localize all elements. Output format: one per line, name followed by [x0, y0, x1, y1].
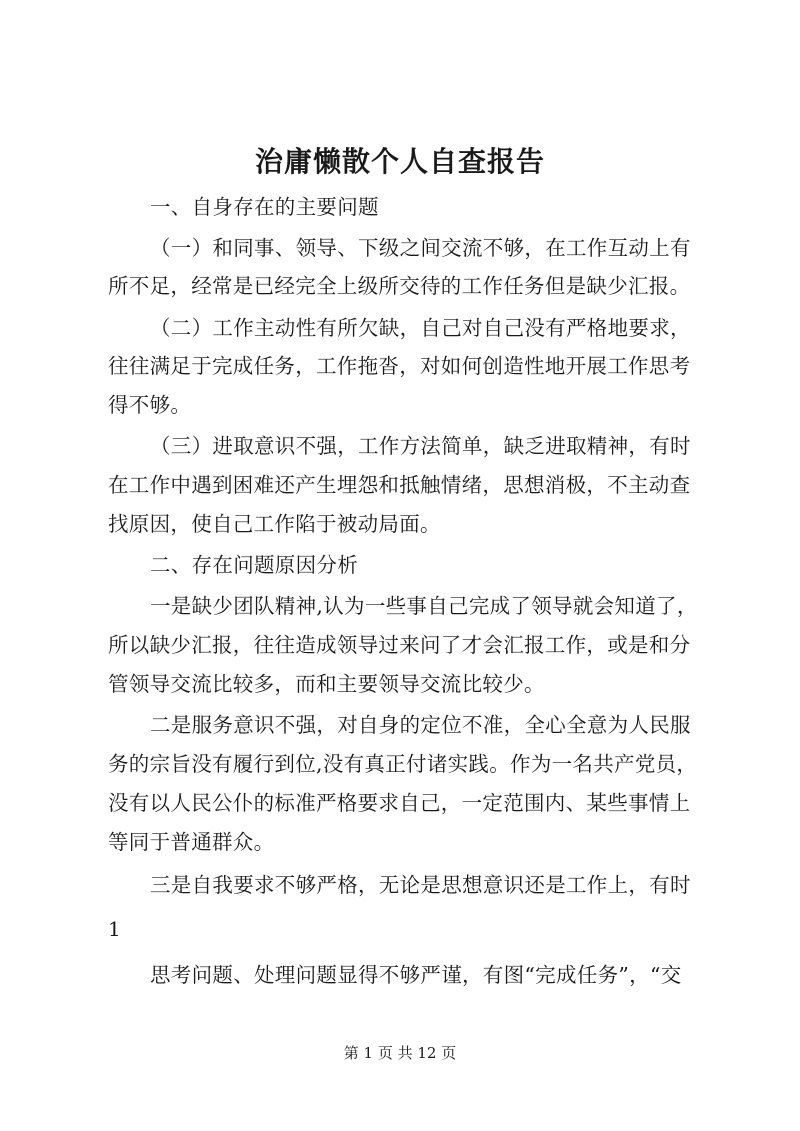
paragraph-line: 一是缺少团队精神,认为一些事自己完成了领导就会知道了，: [150, 594, 698, 618]
paragraph-line: 三是自我要求不够严格，无论是思想意识还是工作上，有时: [150, 873, 691, 897]
paragraph-line: 等同于普通群众。: [108, 830, 275, 854]
paragraph-line: 所不足，经常是已经完全上级所交待的工作任务但是缺少汇报。: [108, 274, 691, 298]
paragraph-line: 思考问题、处理问题显得不够严谨，有图“完成任务”，“交: [150, 963, 682, 987]
section-heading-1: 一、自身存在的主要问题: [150, 195, 379, 219]
page-footer: 第 1 页 共 12 页: [343, 1044, 457, 1062]
paragraph-line: （三）进取意识不强，工作方法简单，缺乏进取精神，有时: [150, 434, 691, 458]
paragraph-line: 在工作中遇到困难还产生埋怨和抵触情绪，思想消极，不主动查: [108, 473, 691, 497]
paragraph-line: 没有以人民公仆的标准严格要求自己，一定范围内、某些事情上: [108, 791, 691, 815]
inline-page-marker: 1: [108, 917, 121, 941]
paragraph-line: 务的宗旨没有履行到位,没有真正付诸实践。作为一名共产党员，: [108, 752, 698, 776]
paragraph-line: （二）工作主动性有所欠缺，自己对自己没有严格地要求，: [150, 316, 691, 340]
paragraph-line: 所以缺少汇报，往往造成领导过来问了才会汇报工作，或是和分: [108, 633, 691, 657]
paragraph-line: （一）和同事、领导、下级之间交流不够，在工作互动上有: [150, 236, 691, 260]
section-heading-2: 二、存在问题原因分析: [150, 553, 358, 577]
paragraph-line: 管领导交流比较多，而和主要领导交流比较少。: [108, 672, 545, 696]
paragraph-line: 二是服务意识不强，对自身的定位不准，全心全意为人民服: [150, 713, 691, 737]
paragraph-line: 得不够。: [108, 393, 192, 417]
paragraph-line: 往往满足于完成任务，工作拖沓，对如何创造性地开展工作思考: [108, 354, 691, 378]
document-title: 治庸懒散个人自查报告: [254, 145, 545, 178]
paragraph-line: 找原因，使自己工作陷于被动局面。: [108, 512, 441, 536]
